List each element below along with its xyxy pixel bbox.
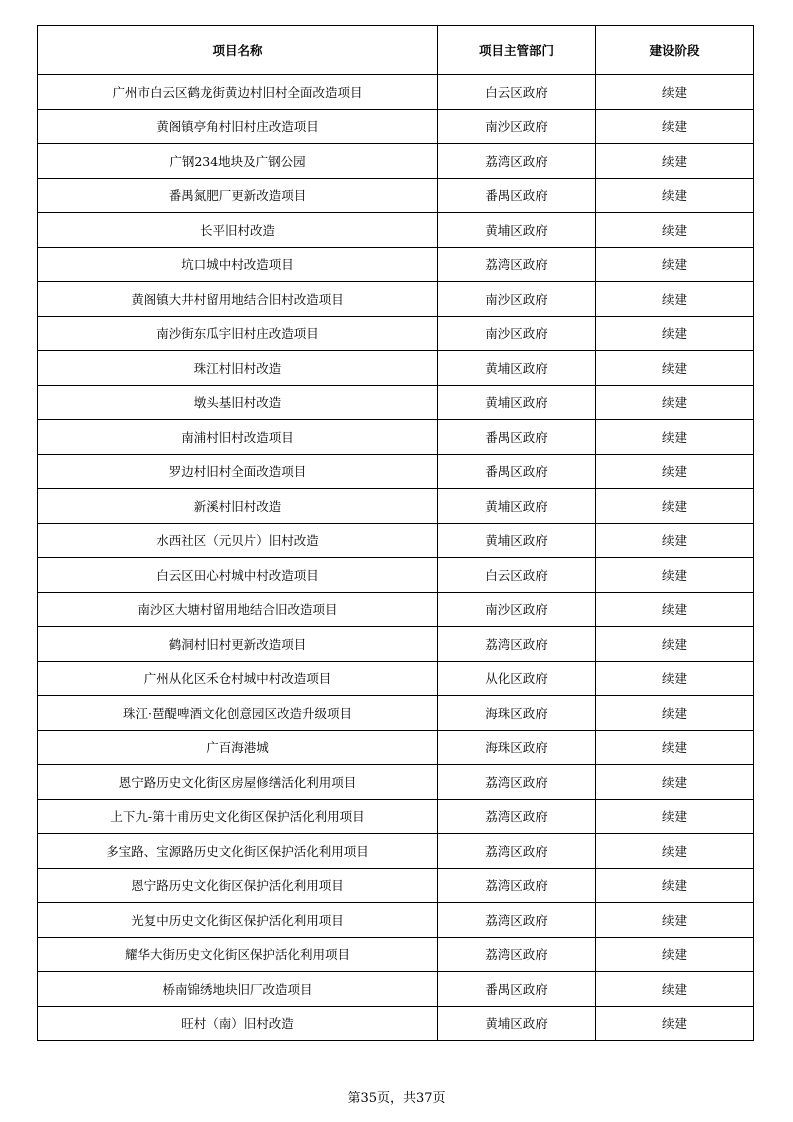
cell-stage: 续建 — [596, 75, 754, 110]
cell-stage: 续建 — [596, 213, 754, 248]
cell-stage: 续建 — [596, 972, 754, 1007]
cell-project-name: 坑口城中村改造项目 — [38, 247, 438, 282]
cell-department: 荔湾区政府 — [438, 937, 596, 972]
cell-project-name: 恩宁路历史文化街区房屋修缮活化利用项目 — [38, 765, 438, 800]
cell-project-name: 广钢234地块及广钢公园 — [38, 144, 438, 179]
cell-department: 番禺区政府 — [438, 178, 596, 213]
cell-department: 南沙区政府 — [438, 592, 596, 627]
header-stage: 建设阶段 — [596, 26, 754, 75]
cell-project-name: 黄阁镇大井村留用地结合旧村改造项目 — [38, 282, 438, 317]
cell-department: 黄埔区政府 — [438, 523, 596, 558]
table-body — [38, 75, 754, 1041]
cell-stage: 续建 — [596, 420, 754, 455]
table-row — [38, 627, 754, 662]
cell-project-name: 上下九-第十甫历史文化街区保护活化利用项目 — [38, 799, 438, 834]
table-row — [38, 178, 754, 213]
cell-department: 从化区政府 — [438, 661, 596, 696]
cell-department: 黄埔区政府 — [438, 489, 596, 524]
cell-project-name: 广州从化区禾仓村城中村改造项目 — [38, 661, 438, 696]
cell-project-name: 耀华大街历史文化街区保护活化利用项目 — [38, 937, 438, 972]
cell-stage: 续建 — [596, 903, 754, 938]
cell-department: 黄埔区政府 — [438, 385, 596, 420]
table-row — [38, 937, 754, 972]
cell-stage: 续建 — [596, 799, 754, 834]
cell-stage: 续建 — [596, 627, 754, 662]
table-row — [38, 144, 754, 179]
cell-project-name: 黄阁镇亭角村旧村庄改造项目 — [38, 109, 438, 144]
cell-stage: 续建 — [596, 316, 754, 351]
table-row — [38, 454, 754, 489]
table-header-row — [38, 26, 754, 75]
cell-stage: 续建 — [596, 834, 754, 869]
cell-stage: 续建 — [596, 868, 754, 903]
cell-project-name: 珠江·琶醍啤酒文化创意园区改造升级项目 — [38, 696, 438, 731]
header-project-name: 项目名称 — [38, 26, 438, 75]
cell-project-name: 南浦村旧村改造项目 — [38, 420, 438, 455]
cell-project-name: 鹤洞村旧村更新改造项目 — [38, 627, 438, 662]
cell-project-name: 恩宁路历史文化街区保护活化利用项目 — [38, 868, 438, 903]
cell-department: 荔湾区政府 — [438, 627, 596, 662]
cell-department: 荔湾区政府 — [438, 247, 596, 282]
header-department: 项目主管部门 — [438, 26, 596, 75]
cell-department: 黄埔区政府 — [438, 213, 596, 248]
table-row — [38, 282, 754, 317]
table-row — [38, 1006, 754, 1041]
cell-department: 南沙区政府 — [438, 282, 596, 317]
cell-project-name: 白云区田心村城中村改造项目 — [38, 558, 438, 593]
cell-project-name: 南沙区大塘村留用地结合旧改造项目 — [38, 592, 438, 627]
table-row — [38, 558, 754, 593]
table-row — [38, 247, 754, 282]
cell-stage: 续建 — [596, 282, 754, 317]
cell-project-name: 水西社区（元贝片）旧村改造 — [38, 523, 438, 558]
table-row — [38, 661, 754, 696]
cell-project-name: 罗边村旧村全面改造项目 — [38, 454, 438, 489]
cell-project-name: 南沙街东瓜宇旧村庄改造项目 — [38, 316, 438, 351]
cell-department: 白云区政府 — [438, 75, 596, 110]
cell-project-name: 番禺氮肥厂更新改造项目 — [38, 178, 438, 213]
cell-stage: 续建 — [596, 489, 754, 524]
table-row — [38, 489, 754, 524]
cell-department: 荔湾区政府 — [438, 903, 596, 938]
cell-stage: 续建 — [596, 523, 754, 558]
cell-stage: 续建 — [596, 592, 754, 627]
table-row — [38, 592, 754, 627]
table-row — [38, 213, 754, 248]
table-row — [38, 765, 754, 800]
cell-stage: 续建 — [596, 454, 754, 489]
cell-project-name: 墩头基旧村改造 — [38, 385, 438, 420]
cell-department: 海珠区政府 — [438, 696, 596, 731]
cell-department: 番禺区政府 — [438, 420, 596, 455]
table-row — [38, 799, 754, 834]
table-row — [38, 523, 754, 558]
cell-department: 黄埔区政府 — [438, 351, 596, 386]
cell-stage: 续建 — [596, 247, 754, 282]
table-row — [38, 75, 754, 110]
cell-project-name: 旺村（南）旧村改造 — [38, 1006, 438, 1041]
cell-department: 荔湾区政府 — [438, 765, 596, 800]
cell-project-name: 光复中历史文化街区保护活化利用项目 — [38, 903, 438, 938]
cell-stage: 续建 — [596, 109, 754, 144]
cell-department: 荔湾区政府 — [438, 799, 596, 834]
cell-department: 番禺区政府 — [438, 454, 596, 489]
table-row — [38, 903, 754, 938]
cell-department: 荔湾区政府 — [438, 834, 596, 869]
cell-department: 荔湾区政府 — [438, 144, 596, 179]
cell-department: 荔湾区政府 — [438, 868, 596, 903]
cell-department: 海珠区政府 — [438, 730, 596, 765]
cell-stage: 续建 — [596, 351, 754, 386]
table-row — [38, 834, 754, 869]
table-row — [38, 972, 754, 1007]
cell-stage: 续建 — [596, 765, 754, 800]
cell-department: 南沙区政府 — [438, 316, 596, 351]
table-row — [38, 385, 754, 420]
page-number: 第35页，共37页 — [347, 1091, 446, 1106]
cell-stage: 续建 — [596, 1006, 754, 1041]
cell-project-name: 珠江村旧村改造 — [38, 351, 438, 386]
table-row — [38, 316, 754, 351]
cell-stage: 续建 — [596, 385, 754, 420]
cell-project-name: 新溪村旧村改造 — [38, 489, 438, 524]
cell-stage: 续建 — [596, 661, 754, 696]
table-row — [38, 109, 754, 144]
cell-project-name: 桥南锦绣地块旧厂改造项目 — [38, 972, 438, 1007]
cell-project-name: 多宝路、宝源路历史文化街区保护活化利用项目 — [38, 834, 438, 869]
table-row — [38, 696, 754, 731]
cell-department: 白云区政府 — [438, 558, 596, 593]
cell-project-name: 广州市白云区鹤龙街黄边村旧村全面改造项目 — [38, 75, 438, 110]
cell-stage: 续建 — [596, 696, 754, 731]
cell-department: 番禺区政府 — [438, 972, 596, 1007]
cell-stage: 续建 — [596, 730, 754, 765]
cell-stage: 续建 — [596, 178, 754, 213]
cell-stage: 续建 — [596, 558, 754, 593]
cell-stage: 续建 — [596, 144, 754, 179]
cell-department: 黄埔区政府 — [438, 1006, 596, 1041]
project-table — [37, 25, 754, 1041]
table-row — [38, 868, 754, 903]
table-row — [38, 420, 754, 455]
cell-department: 南沙区政府 — [438, 109, 596, 144]
table-row — [38, 730, 754, 765]
cell-stage: 续建 — [596, 937, 754, 972]
table-row — [38, 351, 754, 386]
cell-project-name: 广百海港城 — [38, 730, 438, 765]
cell-project-name: 长平旧村改造 — [38, 213, 438, 248]
